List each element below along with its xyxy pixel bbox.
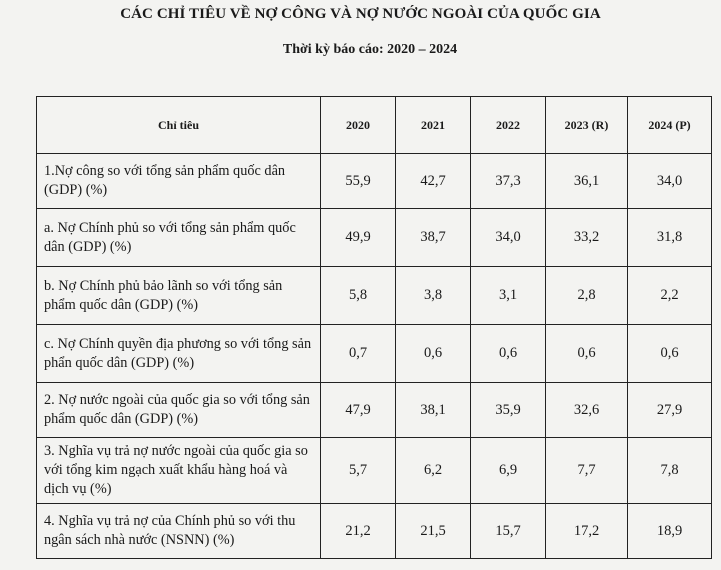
row-label: b. Nợ Chính phủ bảo lãnh so với tổng sản phẩm quốc dân (GDP) (%) bbox=[37, 267, 321, 325]
table-header-row bbox=[37, 97, 712, 154]
cell-value: 27,9 bbox=[628, 383, 712, 438]
cell-value: 3,1 bbox=[471, 267, 546, 325]
cell-value: 47,9 bbox=[321, 383, 396, 438]
cell-value: 33,2 bbox=[546, 209, 628, 267]
cell-value: 5,8 bbox=[321, 267, 396, 325]
cell-value: 0,7 bbox=[321, 325, 396, 383]
row-label: 2. Nợ nước ngoài của quốc gia so với tổng sản phẩm quốc dân (GDP) (%) bbox=[37, 383, 321, 438]
cell-value: 35,9 bbox=[471, 383, 546, 438]
row-label: 4. Nghĩa vụ trả nợ của Chính phủ so với thu ngân sách nhà nước (NSNN) (%) bbox=[37, 504, 321, 559]
row-label: c. Nợ Chính quyền địa phương so với tổng sản phẩn quốc dân (GDP) (%) bbox=[37, 325, 321, 383]
cell-value: 34,0 bbox=[471, 209, 546, 267]
cell-value: 3,8 bbox=[396, 267, 471, 325]
header-year: 2022 bbox=[471, 97, 546, 154]
cell-value: 38,7 bbox=[396, 209, 471, 267]
row-label: 1.Nợ công so với tổng sản phẩm quốc dân (GDP) (%) bbox=[37, 154, 321, 209]
header-indicator: Chỉ tiêu bbox=[37, 97, 321, 154]
row-label: a. Nợ Chính phủ so với tổng sản phẩm quốc dân (GDP) (%) bbox=[37, 209, 321, 267]
debt-indicators-table bbox=[36, 96, 712, 559]
header-year: 2020 bbox=[321, 97, 396, 154]
cell-value: 37,3 bbox=[471, 154, 546, 209]
cell-value: 0,6 bbox=[546, 325, 628, 383]
table-row bbox=[37, 438, 712, 504]
table-row bbox=[37, 267, 712, 325]
cell-value: 36,1 bbox=[546, 154, 628, 209]
cell-value: 21,2 bbox=[321, 504, 396, 559]
header-year: 2024 (P) bbox=[628, 97, 712, 154]
table-row bbox=[37, 209, 712, 267]
cell-value: 34,0 bbox=[628, 154, 712, 209]
cell-value: 0,6 bbox=[628, 325, 712, 383]
cell-value: 7,7 bbox=[546, 438, 628, 504]
report-period: Thời kỳ báo cáo: 2020 – 2024 bbox=[282, 42, 458, 57]
header-year: 2021 bbox=[396, 97, 471, 154]
cell-value: 18,9 bbox=[628, 504, 712, 559]
cell-value: 2,2 bbox=[628, 267, 712, 325]
cell-value: 7,8 bbox=[628, 438, 712, 504]
cell-value: 6,9 bbox=[471, 438, 546, 504]
cell-value: 0,6 bbox=[471, 325, 546, 383]
table-row bbox=[37, 154, 712, 209]
table-row bbox=[37, 504, 712, 559]
cell-value: 21,5 bbox=[396, 504, 471, 559]
cell-value: 38,1 bbox=[396, 383, 471, 438]
cell-value: 15,7 bbox=[471, 504, 546, 559]
cell-value: 5,7 bbox=[321, 438, 396, 504]
cell-value: 42,7 bbox=[396, 154, 471, 209]
cell-value: 49,9 bbox=[321, 209, 396, 267]
cell-value: 17,2 bbox=[546, 504, 628, 559]
cell-value: 55,9 bbox=[321, 154, 396, 209]
table-row bbox=[37, 325, 712, 383]
document-title: CÁC CHỈ TIÊU VỀ NỢ CÔNG VÀ NỢ NƯỚC NGOÀI CỦA QUỐC GIA bbox=[120, 6, 601, 22]
cell-value: 2,8 bbox=[546, 267, 628, 325]
cell-value: 0,6 bbox=[396, 325, 471, 383]
header-year: 2023 (R) bbox=[546, 97, 628, 154]
row-label: 3. Nghĩa vụ trả nợ nước ngoài của quốc gia so với tổng kim ngạch xuất khẩu hàng hoá và dịch vụ (%) bbox=[37, 438, 321, 504]
cell-value: 31,8 bbox=[628, 209, 712, 267]
cell-value: 32,6 bbox=[546, 383, 628, 438]
cell-value: 6,2 bbox=[396, 438, 471, 504]
table-row bbox=[37, 383, 712, 438]
